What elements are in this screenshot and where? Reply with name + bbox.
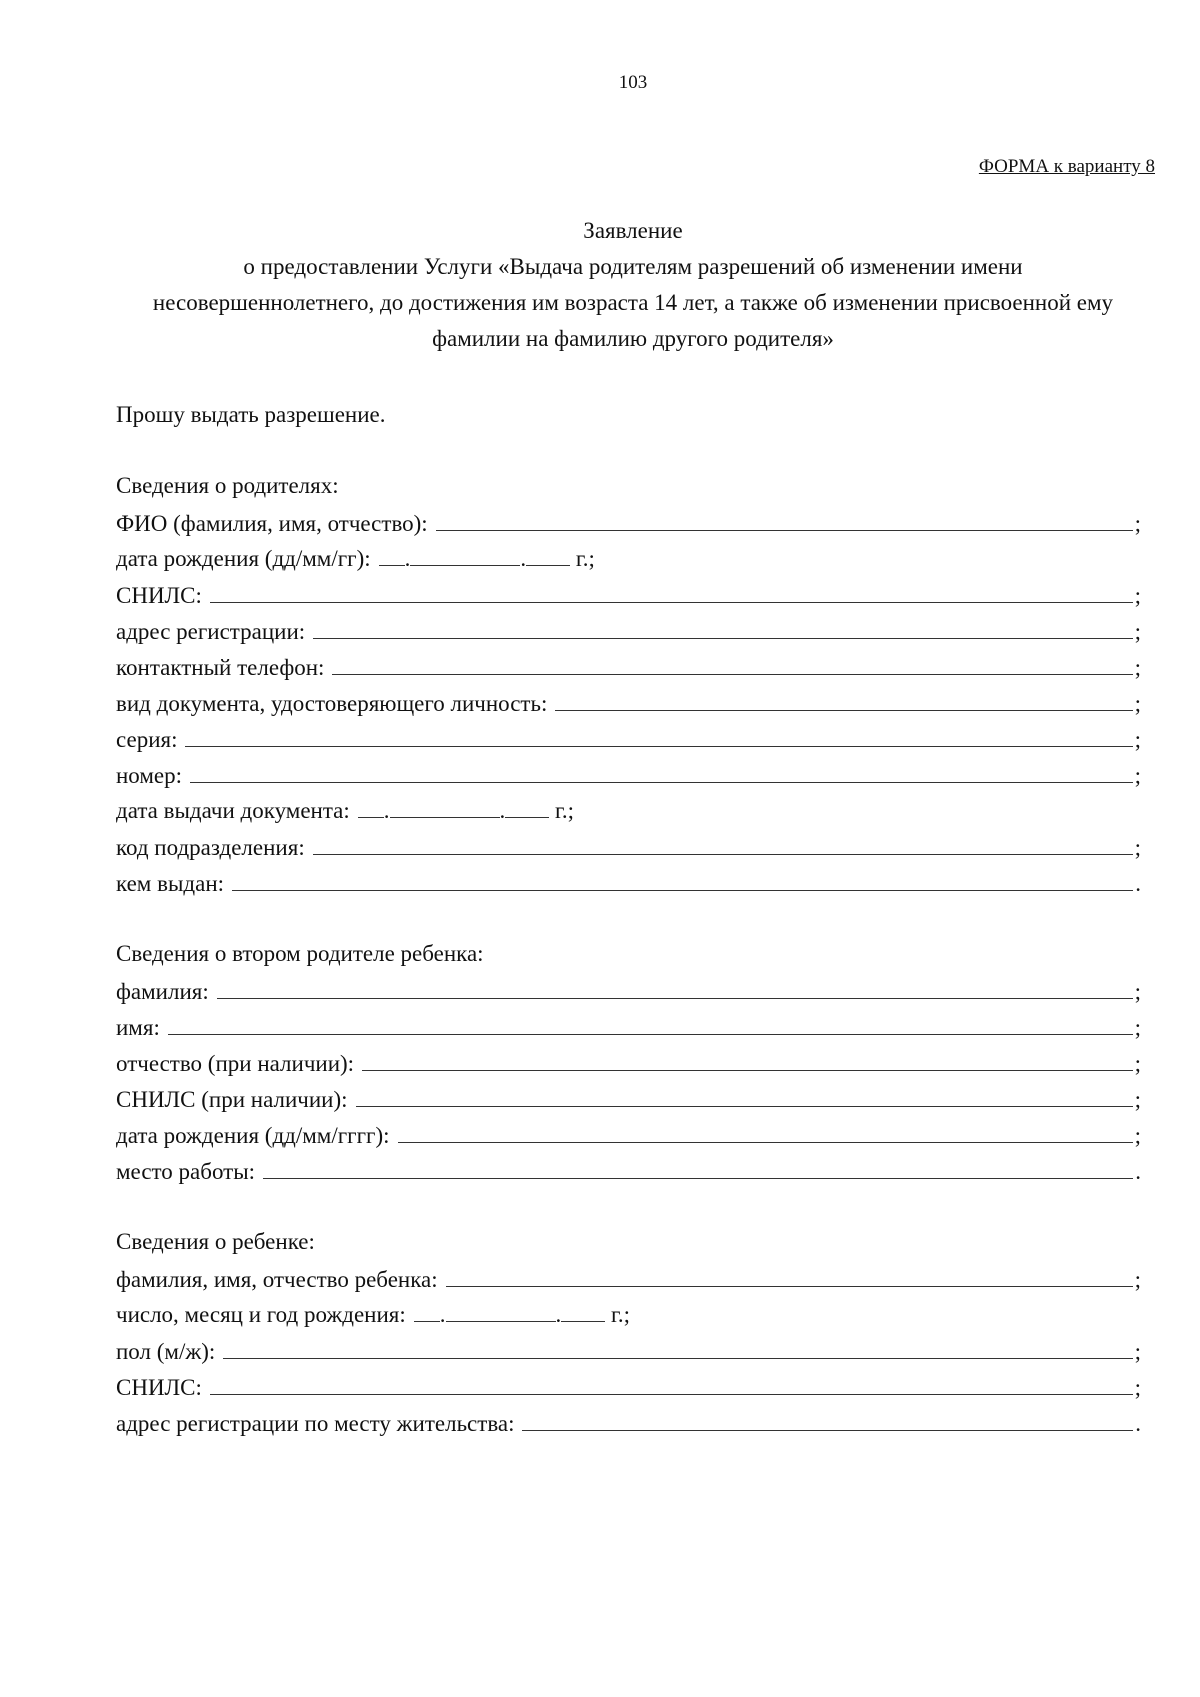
field-label: номер:	[116, 763, 183, 788]
field-label: число, месяц и год рождения:	[116, 1302, 406, 1327]
field-label: адрес регистрации:	[116, 619, 306, 644]
field-label: дата рождения (дд/мм/гггг):	[116, 1123, 390, 1148]
field-parent-series	[116, 723, 1141, 753]
field-child-fio	[116, 1263, 1141, 1293]
month-blank[interactable]	[390, 795, 500, 818]
field-second-parent-birth-date	[116, 1119, 1141, 1149]
document-subtitle-line-3: фамилии на фамилию другого родителя»	[432, 326, 834, 351]
field-parent-phone	[116, 651, 1141, 681]
field-label: адрес регистрации по месту жительства:	[116, 1411, 515, 1436]
input-line[interactable]	[217, 975, 1133, 999]
document-title: Заявление	[583, 218, 683, 243]
field-label: серия:	[116, 727, 178, 752]
field-end-punct: ;	[1134, 511, 1141, 536]
field-end-punct: ;	[1134, 835, 1141, 860]
input-line[interactable]	[190, 759, 1133, 783]
input-line[interactable]	[185, 723, 1132, 747]
field-second-parent-workplace	[116, 1155, 1141, 1185]
page-number: 103	[618, 72, 648, 93]
form-reference: ФОРМА к варианту 8	[978, 156, 1155, 177]
input-line[interactable]	[446, 1263, 1133, 1287]
year-suffix: г.;	[575, 546, 595, 571]
month-blank[interactable]	[410, 543, 520, 566]
input-line[interactable]	[263, 1155, 1133, 1179]
field-parent-number	[116, 759, 1141, 789]
field-parent-issue-date: дата выдачи документа: . . г.;	[116, 795, 1141, 825]
document-subtitle-line-1: о предоставлении Услуги «Выдача родителям разрешений об изменении имени	[243, 254, 1023, 279]
field-child-birth-date: число, месяц и год рождения: . . г.;	[116, 1299, 1141, 1329]
field-label: кем выдан:	[116, 871, 225, 896]
field-parent-snils	[116, 579, 1141, 609]
request-text: Прошу выдать разрешение.	[116, 402, 386, 427]
field-end-punct: .	[1135, 1411, 1141, 1436]
input-line[interactable]	[436, 507, 1133, 531]
field-label: код подразделения:	[116, 835, 305, 860]
field-parent-fio	[116, 507, 1141, 537]
field-second-parent-surname	[116, 975, 1141, 1005]
field-end-punct: ;	[1134, 1087, 1141, 1112]
field-end-punct: ;	[1134, 619, 1141, 644]
field-label: контактный телефон:	[116, 655, 325, 680]
field-end-punct: ;	[1134, 1375, 1141, 1400]
input-line[interactable]	[313, 831, 1133, 855]
field-end-punct: ;	[1134, 1123, 1141, 1148]
field-label: место работы:	[116, 1159, 256, 1184]
input-line[interactable]	[555, 687, 1132, 711]
year-suffix: г.;	[611, 1302, 631, 1327]
document-subtitle-line-2: несовершеннолетнего, до достижения им возраста 14 лет, а также об изменении присвоенной ему	[152, 290, 1114, 315]
input-line[interactable]	[168, 1011, 1133, 1035]
field-label: дата рождения (дд/мм/гг):	[116, 546, 371, 571]
input-line[interactable]	[210, 1371, 1133, 1395]
field-child-reg-address	[116, 1407, 1141, 1437]
field-label: имя:	[116, 1015, 160, 1040]
field-parent-dept-code	[116, 831, 1141, 861]
day-blank[interactable]	[379, 543, 405, 566]
field-parent-id-doc-type	[116, 687, 1141, 717]
input-line[interactable]	[362, 1047, 1133, 1071]
input-line[interactable]	[232, 867, 1133, 891]
field-second-parent-patronymic	[116, 1047, 1141, 1077]
field-end-punct: ;	[1134, 727, 1141, 752]
section-heading-parents: Сведения о родителях:	[116, 473, 339, 498]
field-label: СНИЛС:	[116, 583, 202, 608]
day-blank[interactable]	[414, 1299, 440, 1322]
section-heading-second-parent: Сведения о втором родителе ребенка:	[116, 941, 484, 966]
input-line[interactable]	[398, 1119, 1133, 1143]
field-label: фамилия, имя, отчество ребенка:	[116, 1267, 438, 1292]
field-end-punct: ;	[1134, 1051, 1141, 1076]
field-child-sex	[116, 1335, 1141, 1365]
input-line[interactable]	[332, 651, 1132, 675]
year-blank[interactable]	[561, 1299, 605, 1322]
section-heading-child: Сведения о ребенке:	[116, 1229, 315, 1254]
field-label: фамилия:	[116, 979, 209, 1004]
field-end-punct: ;	[1134, 691, 1141, 716]
field-label: пол (м/ж):	[116, 1339, 216, 1364]
field-label: отчество (при наличии):	[116, 1051, 355, 1076]
input-line[interactable]	[356, 1083, 1133, 1107]
field-parent-reg-address	[116, 615, 1141, 645]
field-label: СНИЛС (при наличии):	[116, 1087, 348, 1112]
field-child-snils	[116, 1371, 1141, 1401]
field-end-punct: .	[1135, 1159, 1141, 1184]
input-line[interactable]	[313, 615, 1132, 639]
field-label: ФИО (фамилия, имя, отчество):	[116, 511, 428, 536]
field-end-punct: ;	[1134, 979, 1141, 1004]
field-parent-issued-by	[116, 867, 1141, 897]
field-end-punct: ;	[1134, 1267, 1141, 1292]
field-label: вид документа, удостоверяющего личность:	[116, 691, 548, 716]
input-line[interactable]	[522, 1407, 1133, 1431]
field-end-punct: ;	[1134, 1339, 1141, 1364]
year-blank[interactable]	[505, 795, 549, 818]
field-second-parent-snils	[116, 1083, 1141, 1113]
field-label: СНИЛС:	[116, 1375, 202, 1400]
field-second-parent-name	[116, 1011, 1141, 1041]
field-end-punct: ;	[1134, 583, 1141, 608]
input-line[interactable]	[223, 1335, 1132, 1359]
field-end-punct: ;	[1134, 655, 1141, 680]
field-end-punct: ;	[1134, 763, 1141, 788]
month-blank[interactable]	[446, 1299, 556, 1322]
field-label: дата выдачи документа:	[116, 798, 350, 823]
field-parent-birth-date: дата рождения (дд/мм/гг): . . г.;	[116, 543, 1141, 573]
field-end-punct: ;	[1134, 1015, 1141, 1040]
day-blank[interactable]	[358, 795, 384, 818]
year-blank[interactable]	[526, 543, 570, 566]
input-line[interactable]	[210, 579, 1133, 603]
field-end-punct: .	[1135, 871, 1141, 896]
year-suffix: г.;	[555, 798, 575, 823]
